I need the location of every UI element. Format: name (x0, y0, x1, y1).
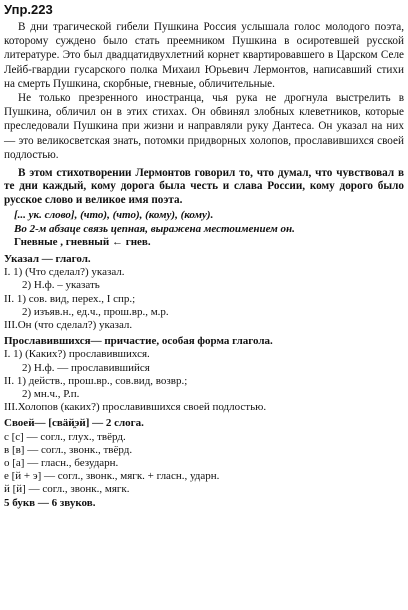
paragraph-2: Не только презренного иностранца, чья рука не дрогнула выстрелить в Пушкина, обличил он в этих стихах. Он обвинял злобных клеветников, которые преследовали Пушкина при жизни и направляли руку Дантеса. Он указал на них — это великосветская знать, потомки придворных холопов, прославившихся своей подлостью. (4, 92, 404, 161)
ukazal-heading: Указал — глагол. (4, 253, 91, 266)
phonetic-heading: Своей— [свäй̯эй] — 2 слога. (4, 417, 144, 430)
scheme-line-1: [... ук. слово], (что), (что), (кому), (кому). (14, 209, 214, 222)
ukazal-line-1: I. 1) (Что сделал?) указал. (4, 266, 125, 279)
prosl-line-5: III.Холопов (каких?) прославившихся своей подлостью. (4, 401, 267, 414)
exercise-title: Упр.223 (4, 2, 53, 17)
scheme-line-2: Во 2-м абзаце связь цепная, выражена местоимением он. (14, 222, 295, 235)
prosl-line-1: I. 1) (Каких?) прославившихся. (4, 348, 150, 361)
phonetic-line-2: в [в] — согл., звонк., твёрд. (4, 443, 133, 456)
paragraph-3: В этом стихотворении Лермонтов говорил то, что думал, что чувствовал в те дни каждый, кому дорога была честь и слава России, кому дорого было русское слово и великое имя поэта. (4, 167, 404, 206)
analysis-ukazal (4, 253, 404, 332)
ukazal-line-4: 2) изъяв.н., ед.ч., прош.вр., м.р. (22, 305, 169, 318)
prosl-line-4: 2) мн.ч., Р.п. (22, 388, 80, 401)
exercise-page (4, 2, 404, 510)
scheme-line-3: Гневные , гневный ← гнев. (14, 236, 151, 249)
sentence-scheme (14, 209, 404, 250)
ukazal-line-3: II. 1) сов. вид, перех., I спр.; (4, 292, 136, 305)
ukazal-line-5: III.Он (что сделал?) указал. (4, 319, 133, 332)
ukazal-line-2: 2) Н.ф. – указать (22, 279, 100, 292)
phonetic-summary: 5 букв — 6 звуков. (4, 496, 96, 509)
prosl-line-3: II. 1) действ., прош.вр., сов.вид, возвр.; (4, 374, 188, 387)
prosl-line-2: 2) Н.ф. — прославившийся (22, 361, 150, 374)
prosl-heading: Прославившихся— причастие, особая форма глагола. (4, 335, 273, 348)
phonetic-line-4: е [й + э] — согл., звонк., мягк. + гласн., ударн. (4, 470, 220, 483)
phonetic-analysis (4, 417, 404, 509)
paragraph-1: В дни трагической гибели Пушкина Россия услышала голос молодого поэта, которому суждено было стать преемником Пушкина в осиротевшей русской литературе. Это был двадцатидвухлетний корнет квартировавшего в Царском Селе Лейб-гвардии гусарского полка Михаил Юрьевич Лермонтов, написавший стихи на смерть Пушкина, скорбные, гневные, обличительные. (4, 21, 404, 90)
phonetic-line-1: с [с] — согл., глух., твёрд. (4, 430, 126, 443)
phonetic-line-3: о [а] — гласн., безударн. (4, 457, 119, 470)
analysis-proslavivshihsya (4, 335, 404, 414)
phonetic-line-5: й [й] — согл., звонк., мягк. (4, 483, 130, 496)
